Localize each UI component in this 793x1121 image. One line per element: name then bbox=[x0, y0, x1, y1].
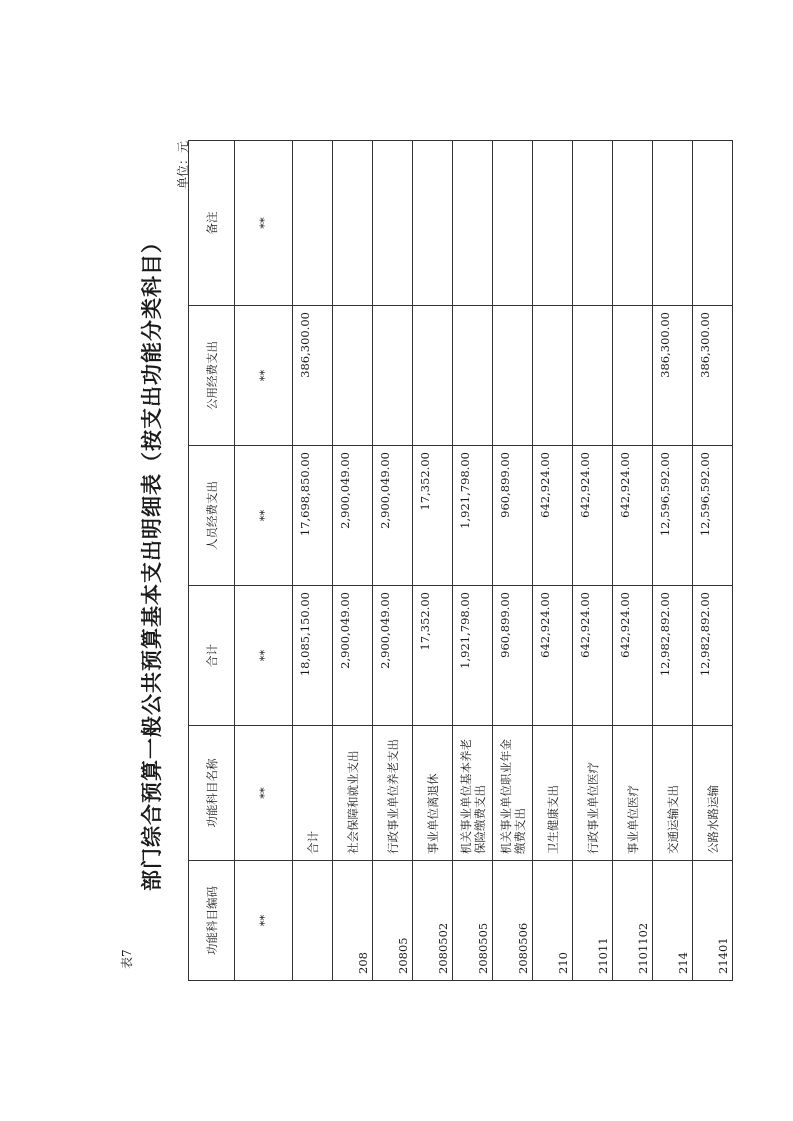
table-tag: 表7 bbox=[120, 949, 134, 969]
code-cell: 2080506 bbox=[493, 861, 533, 981]
name-cell: 行政事业单位养老支出 bbox=[373, 726, 413, 861]
code-cell: 2080502 bbox=[413, 861, 453, 981]
code-cell: 210 bbox=[533, 861, 573, 981]
name-cell: 公路水路运输 bbox=[693, 726, 733, 861]
public-cell bbox=[333, 306, 373, 446]
table-row bbox=[373, 141, 413, 981]
budget-table bbox=[188, 140, 733, 981]
header-row bbox=[189, 141, 235, 981]
code-cell: 2101102 bbox=[613, 861, 653, 981]
star-cell: ** bbox=[235, 306, 293, 446]
table-row bbox=[333, 141, 373, 981]
personnel-cell: 642,924.00 bbox=[573, 446, 613, 586]
star-cell: ** bbox=[235, 861, 293, 981]
placeholder-row bbox=[235, 141, 293, 981]
note-cell bbox=[613, 141, 653, 306]
public-cell: 386,300.00 bbox=[293, 306, 333, 446]
public-cell: 386,300.00 bbox=[653, 306, 693, 446]
column-header-note: 备注 bbox=[189, 141, 235, 306]
total-cell: 12,982,892.00 bbox=[693, 586, 733, 726]
table-row bbox=[533, 141, 573, 981]
total-cell: 18,085,150.00 bbox=[293, 586, 333, 726]
total-cell: 642,924.00 bbox=[613, 586, 653, 726]
column-header-public: 公用经费支出 bbox=[189, 306, 235, 446]
table-row bbox=[493, 141, 533, 981]
table-row bbox=[293, 141, 333, 981]
code-cell: 21401 bbox=[693, 861, 733, 981]
personnel-cell: 17,698,850.00 bbox=[293, 446, 333, 586]
star-cell: ** bbox=[235, 726, 293, 861]
note-cell bbox=[413, 141, 453, 306]
personnel-cell: 960,899.00 bbox=[493, 446, 533, 586]
public-cell bbox=[573, 306, 613, 446]
name-cell: 机关事业单位职业年金缴费支出 bbox=[493, 726, 533, 861]
column-header-name: 功能科目名称 bbox=[189, 726, 235, 861]
personnel-cell: 12,596,592.00 bbox=[653, 446, 693, 586]
column-header-code: 功能科目编码 bbox=[189, 861, 235, 981]
code-cell: 214 bbox=[653, 861, 693, 981]
name-cell: 交通运输支出 bbox=[653, 726, 693, 861]
total-cell: 2,900,049.00 bbox=[373, 586, 413, 726]
note-cell bbox=[573, 141, 613, 306]
public-cell bbox=[493, 306, 533, 446]
table-row bbox=[693, 141, 733, 981]
total-cell: 2,900,049.00 bbox=[333, 586, 373, 726]
name-cell: 社会保障和就业支出 bbox=[333, 726, 373, 861]
note-cell bbox=[373, 141, 413, 306]
personnel-cell: 2,900,049.00 bbox=[373, 446, 413, 586]
personnel-cell: 1,921,798.00 bbox=[453, 446, 493, 586]
name-cell: 机关事业单位基本养老保险缴费支出 bbox=[453, 726, 493, 861]
note-cell bbox=[453, 141, 493, 306]
personnel-cell: 642,924.00 bbox=[533, 446, 573, 586]
code-cell: 208 bbox=[333, 861, 373, 981]
note-cell bbox=[293, 141, 333, 306]
note-cell bbox=[493, 141, 533, 306]
column-header-total: 合计 bbox=[189, 586, 235, 726]
public-cell bbox=[373, 306, 413, 446]
unit-label: 单位：元 bbox=[176, 141, 190, 190]
table-row bbox=[613, 141, 653, 981]
name-cell: 卫生健康支出 bbox=[533, 726, 573, 861]
personnel-cell: 642,924.00 bbox=[613, 446, 653, 586]
code-cell: 2080505 bbox=[453, 861, 493, 981]
personnel-cell: 2,900,049.00 bbox=[333, 446, 373, 586]
note-cell bbox=[693, 141, 733, 306]
personnel-cell: 17,352.00 bbox=[413, 446, 453, 586]
code-cell: 21011 bbox=[573, 861, 613, 981]
table-row bbox=[653, 141, 693, 981]
public-cell bbox=[453, 306, 493, 446]
star-cell: ** bbox=[235, 586, 293, 726]
note-cell bbox=[653, 141, 693, 306]
personnel-cell: 12,596,592.00 bbox=[693, 446, 733, 586]
total-cell: 642,924.00 bbox=[533, 586, 573, 726]
name-cell: 事业单位医疗 bbox=[613, 726, 653, 861]
public-cell bbox=[413, 306, 453, 446]
total-cell: 12,982,892.00 bbox=[653, 586, 693, 726]
table-row bbox=[573, 141, 613, 981]
total-cell: 1,921,798.00 bbox=[453, 586, 493, 726]
note-cell bbox=[533, 141, 573, 306]
star-cell: ** bbox=[235, 141, 293, 306]
note-cell bbox=[333, 141, 373, 306]
name-cell: 合计 bbox=[293, 726, 333, 861]
public-cell bbox=[613, 306, 653, 446]
total-cell: 642,924.00 bbox=[573, 586, 613, 726]
public-cell: 386,300.00 bbox=[693, 306, 733, 446]
name-cell: 行政事业单位医疗 bbox=[573, 726, 613, 861]
column-header-personnel: 人员经费支出 bbox=[189, 446, 235, 586]
public-cell bbox=[533, 306, 573, 446]
total-cell: 960,899.00 bbox=[493, 586, 533, 726]
page-title: 部门综合预算一般公共预算基本支出明细表（按支出功能分类科目） bbox=[139, 231, 164, 891]
code-cell bbox=[293, 861, 333, 981]
total-cell: 17,352.00 bbox=[413, 586, 453, 726]
star-cell: ** bbox=[235, 446, 293, 586]
name-cell: 事业单位离退休 bbox=[413, 726, 453, 861]
code-cell: 20805 bbox=[373, 861, 413, 981]
table-row bbox=[453, 141, 493, 981]
table-row bbox=[413, 141, 453, 981]
